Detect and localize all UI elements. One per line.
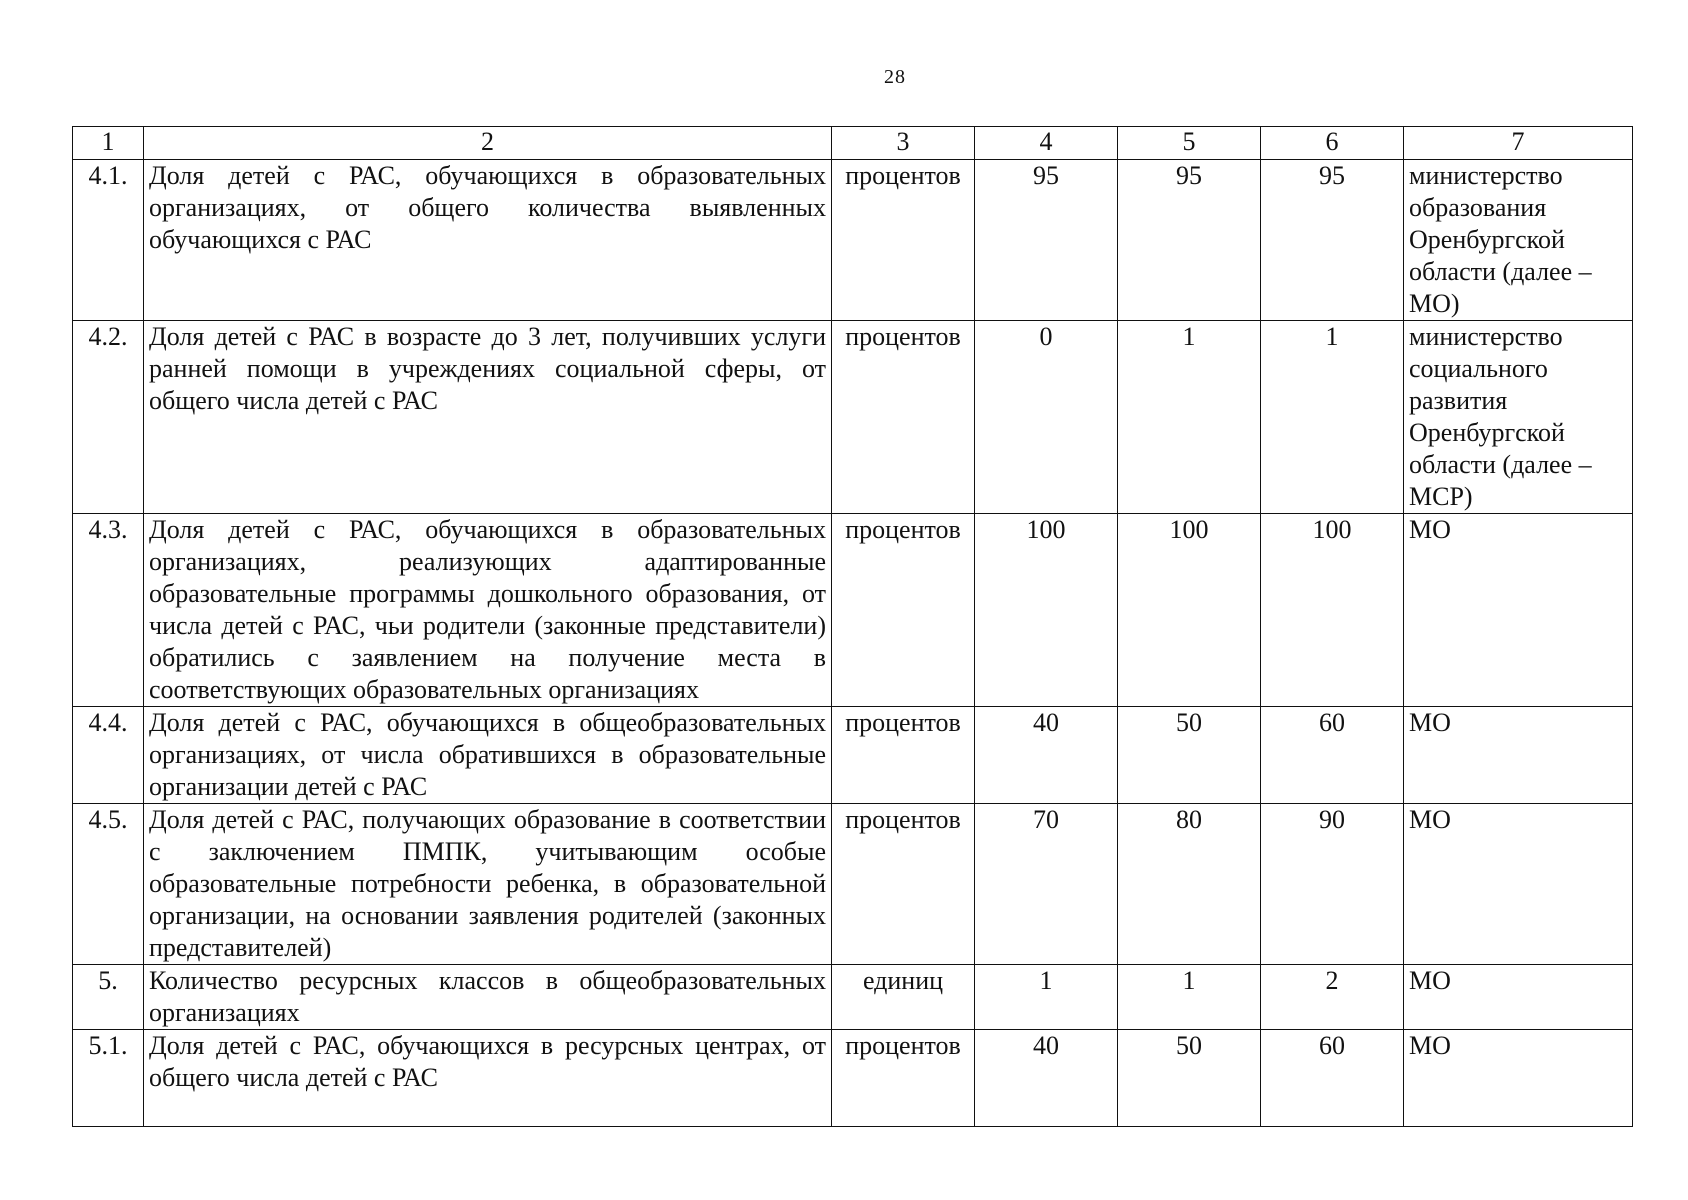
value-column-4: 40 (975, 707, 1118, 804)
column-header-4: 4 (975, 127, 1118, 160)
value-column-5: 80 (1118, 804, 1261, 965)
table-header-row (73, 127, 1633, 160)
indicator-description: Доля детей с РАС, обучающихся в образовательных организациях, от общего количества выявленных обучающихся с РАС (144, 160, 832, 321)
responsible-body: министерство социального развития Оренбургской области (далее – МСР) (1404, 321, 1633, 514)
responsible-body: МО (1404, 965, 1633, 1030)
column-header-2: 2 (144, 127, 832, 160)
row-number: 4.1. (73, 160, 144, 321)
indicator-description: Доля детей с РАС, обучающихся в образовательных организациях, реализующих адаптированные образовательные программы дошкольного образования, от числа детей с РАС, чьи родители (законные представители) обратились с заявлением на получение места в соответствующих образовательных организациях (144, 514, 832, 707)
value-column-4: 100 (975, 514, 1118, 707)
value-column-6: 1 (1261, 321, 1404, 514)
value-column-5: 1 (1118, 965, 1261, 1030)
unit-of-measure: процентов (832, 804, 975, 965)
indicator-description: Доля детей с РАС, обучающихся в общеобразовательных организациях, от числа обратившихся в образовательные организации детей с РАС (144, 707, 832, 804)
value-column-4: 1 (975, 965, 1118, 1030)
column-header-3: 3 (832, 127, 975, 160)
unit-of-measure: процентов (832, 514, 975, 707)
responsible-body: МО (1404, 707, 1633, 804)
row-number: 4.2. (73, 321, 144, 514)
row-number: 4.5. (73, 804, 144, 965)
value-column-4: 70 (975, 804, 1118, 965)
value-column-4: 95 (975, 160, 1118, 321)
responsible-body: министерство образования Оренбургской области (далее – МО) (1404, 160, 1633, 321)
indicator-description: Количество ресурсных классов в общеобразовательных организациях (144, 965, 832, 1030)
table-row (73, 1030, 1633, 1127)
indicator-description: Доля детей с РАС, обучающихся в ресурсных центрах, от общего числа детей с РАС (144, 1030, 832, 1127)
unit-of-measure: процентов (832, 321, 975, 514)
row-number: 5. (73, 965, 144, 1030)
table-row (73, 160, 1633, 321)
column-header-1: 1 (73, 127, 144, 160)
page-number: 28 (884, 66, 906, 88)
column-header-6: 6 (1261, 127, 1404, 160)
value-column-5: 95 (1118, 160, 1261, 321)
table-row (73, 707, 1633, 804)
value-column-6: 2 (1261, 965, 1404, 1030)
value-column-6: 95 (1261, 160, 1404, 321)
column-header-5: 5 (1118, 127, 1261, 160)
value-column-4: 0 (975, 321, 1118, 514)
value-column-4: 40 (975, 1030, 1118, 1127)
value-column-5: 1 (1118, 321, 1261, 514)
table-row (73, 514, 1633, 707)
table-row (73, 965, 1633, 1030)
row-number: 4.3. (73, 514, 144, 707)
unit-of-measure: процентов (832, 707, 975, 804)
value-column-5: 50 (1118, 707, 1261, 804)
unit-of-measure: процентов (832, 160, 975, 321)
value-column-6: 100 (1261, 514, 1404, 707)
responsible-body: МО (1404, 1030, 1633, 1127)
value-column-5: 100 (1118, 514, 1261, 707)
unit-of-measure: процентов (832, 1030, 975, 1127)
value-column-6: 90 (1261, 804, 1404, 965)
indicator-description: Доля детей с РАС, получающих образование в соответствии с заключением ПМПК, учитывающим особые образовательные потребности ребенка, в образовательной организации, на основании заявления родителей (законных представителей) (144, 804, 832, 965)
value-column-5: 50 (1118, 1030, 1261, 1127)
indicator-description: Доля детей с РАС в возрасте до 3 лет, получивших услуги ранней помощи в учреждениях социальной сферы, от общего числа детей с РАС (144, 321, 832, 514)
indicators-table (72, 126, 1633, 1127)
value-column-6: 60 (1261, 1030, 1404, 1127)
table-row (73, 804, 1633, 965)
row-number: 5.1. (73, 1030, 144, 1127)
responsible-body: МО (1404, 804, 1633, 965)
unit-of-measure: единиц (832, 965, 975, 1030)
responsible-body: МО (1404, 514, 1633, 707)
row-number: 4.4. (73, 707, 144, 804)
table-row (73, 321, 1633, 514)
value-column-6: 60 (1261, 707, 1404, 804)
column-header-7: 7 (1404, 127, 1633, 160)
